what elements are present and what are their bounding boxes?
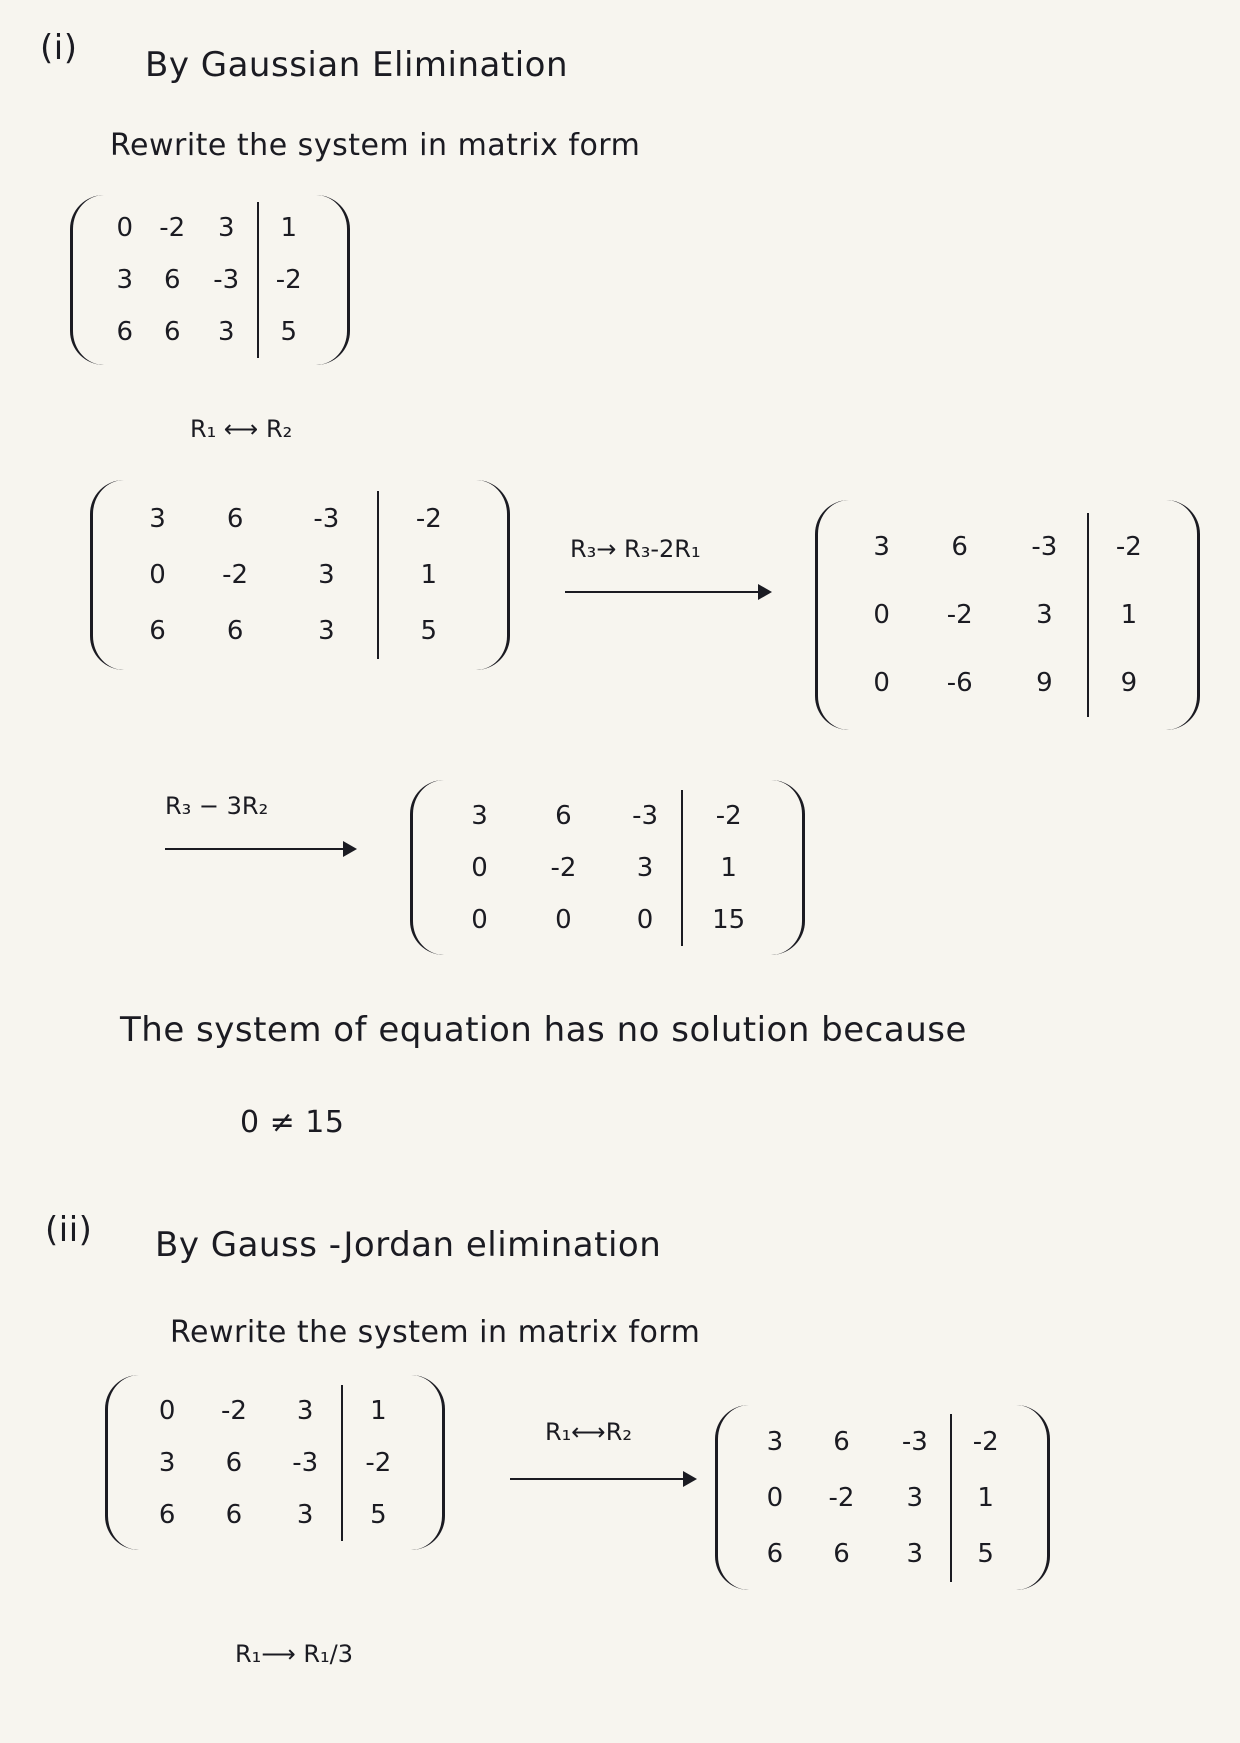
matrix-entry: 0	[116, 213, 134, 243]
matrix-row	[101, 202, 319, 254]
matrix-entry: 6	[116, 317, 134, 347]
matrix-constant: 1	[1087, 581, 1169, 649]
part2-matrix1	[715, 1405, 1050, 1590]
matrix-row	[441, 894, 774, 946]
matrix-entry: 3	[218, 317, 235, 347]
part2-matrix0	[105, 1375, 445, 1550]
arrow-icon	[165, 848, 355, 850]
part1-matrix0	[70, 195, 350, 365]
matrix-row	[846, 581, 1169, 649]
matrix-entry: 0	[555, 904, 572, 935]
matrix-entry: -3	[1031, 532, 1058, 562]
matrix-constant: 5	[341, 1489, 414, 1541]
matrix-entry: 3	[906, 1482, 924, 1513]
part1-matrix2	[815, 500, 1200, 730]
matrix-row	[846, 513, 1169, 581]
arrow-icon	[510, 1478, 695, 1480]
matrix-entry: -2	[946, 600, 973, 630]
matrix-row	[846, 649, 1169, 717]
matrix-entry: -2	[222, 560, 249, 590]
matrix-entry: 9	[1036, 668, 1053, 698]
part1-inequality: 0 ≠ 15	[240, 1105, 345, 1140]
matrix-entry: 6	[158, 1499, 176, 1530]
matrix-entry: -6	[946, 668, 973, 698]
arrow-icon	[565, 591, 770, 593]
matrix-entry: 3	[471, 800, 488, 831]
matrix-entry: 6	[226, 616, 244, 646]
matrix-constant: 5	[257, 306, 319, 358]
matrix-entry: 6	[555, 800, 572, 831]
matrix-constant: 1	[341, 1385, 414, 1437]
matrix-entry: -3	[213, 265, 240, 295]
matrix-row	[746, 1526, 1019, 1582]
matrix-entry: 3	[1036, 600, 1053, 630]
matrix-constant: 15	[681, 894, 774, 946]
matrix-row	[746, 1470, 1019, 1526]
part1-label: (i)	[40, 28, 78, 68]
matrix-row	[441, 790, 774, 842]
matrix-entry: 6	[766, 1538, 784, 1569]
matrix-entry: -2	[828, 1482, 855, 1513]
matrix-constant: 1	[950, 1470, 1019, 1526]
part2-heading: By Gauss -Jordan elimination	[155, 1225, 662, 1265]
matrix-entry: 3	[766, 1426, 784, 1457]
matrix-entry: -2	[550, 852, 577, 883]
matrix-row	[136, 1437, 414, 1489]
matrix-entry: 6	[951, 532, 968, 562]
matrix-entry: 3	[636, 852, 654, 883]
matrix-entry: 3	[149, 504, 166, 534]
matrix-row	[746, 1414, 1019, 1470]
part1-op-r3-a: R₃→ R₃-2R₁	[570, 535, 701, 563]
matrix-entry: 0	[636, 904, 654, 935]
matrix-entry: 3	[218, 213, 235, 243]
part2-label: (ii)	[45, 1210, 93, 1250]
matrix-entry: 6	[833, 1538, 850, 1569]
matrix-constant: -2	[681, 790, 774, 842]
part1-op-swap: R₁ ⟷ R₂	[190, 415, 293, 443]
matrix-entry: 3	[296, 1395, 314, 1426]
matrix-entry: 0	[873, 668, 890, 698]
matrix-row	[101, 254, 319, 306]
matrix-row	[136, 1385, 414, 1437]
matrix-row	[136, 1489, 414, 1541]
matrix-row	[441, 842, 774, 894]
matrix-entry: 3	[318, 616, 335, 646]
matrix-row	[121, 491, 479, 547]
part1-matrix3	[410, 780, 805, 955]
matrix-constant: -2	[377, 491, 479, 547]
matrix-constant: 1	[681, 842, 774, 894]
matrix-entry: 3	[873, 532, 890, 562]
matrix-entry: 6	[226, 504, 244, 534]
matrix-entry: -3	[292, 1447, 319, 1478]
matrix-row	[121, 547, 479, 603]
part1-intro: Rewrite the system in matrix form	[110, 128, 641, 163]
matrix-entry: 0	[766, 1482, 784, 1513]
matrix-entry: 6	[149, 616, 166, 646]
matrix-entry: -3	[313, 504, 340, 534]
matrix-entry: 0	[873, 600, 890, 630]
part2-op-scale: R₁⟶ R₁/3	[235, 1640, 353, 1668]
part1-heading: By Gaussian Elimination	[145, 45, 569, 85]
part1-op-r3-b: R₃ − 3R₂	[165, 792, 269, 820]
matrix-entry: 0	[158, 1395, 176, 1426]
matrix-entry: -2	[220, 1395, 247, 1426]
matrix-entry: 3	[318, 560, 335, 590]
matrix-constant: 9	[1087, 649, 1169, 717]
matrix-entry: 6	[164, 265, 181, 295]
matrix-entry: 0	[471, 904, 488, 935]
part2-intro: Rewrite the system in matrix form	[170, 1315, 701, 1350]
matrix-constant: -2	[1087, 513, 1169, 581]
matrix-entry: -2	[159, 213, 186, 243]
matrix-constant: 1	[377, 547, 479, 603]
matrix-entry: 3	[296, 1499, 314, 1530]
matrix-constant: -2	[950, 1414, 1019, 1470]
matrix-entry: -3	[901, 1426, 928, 1457]
part2-op-swap: R₁⟷R₂	[545, 1418, 632, 1446]
matrix-entry: 6	[225, 1499, 243, 1530]
matrix-entry: 3	[906, 1538, 924, 1569]
matrix-entry: 6	[164, 317, 181, 347]
matrix-constant: -2	[341, 1437, 414, 1489]
matrix-constant: 1	[257, 202, 319, 254]
matrix-entry: 6	[225, 1447, 243, 1478]
matrix-constant: 5	[377, 603, 479, 659]
matrix-entry: 3	[158, 1447, 176, 1478]
matrix-constant: -2	[257, 254, 319, 306]
part1-conclusion: The system of equation has no solution because	[120, 1010, 967, 1050]
matrix-entry: 6	[833, 1426, 850, 1457]
matrix-row	[101, 306, 319, 358]
matrix-constant: 5	[950, 1526, 1019, 1582]
matrix-entry: -3	[632, 800, 658, 831]
matrix-entry: 0	[149, 560, 166, 590]
part1-matrix1	[90, 480, 510, 670]
matrix-entry: 0	[471, 852, 488, 883]
matrix-entry: 3	[116, 265, 134, 295]
matrix-row	[121, 603, 479, 659]
